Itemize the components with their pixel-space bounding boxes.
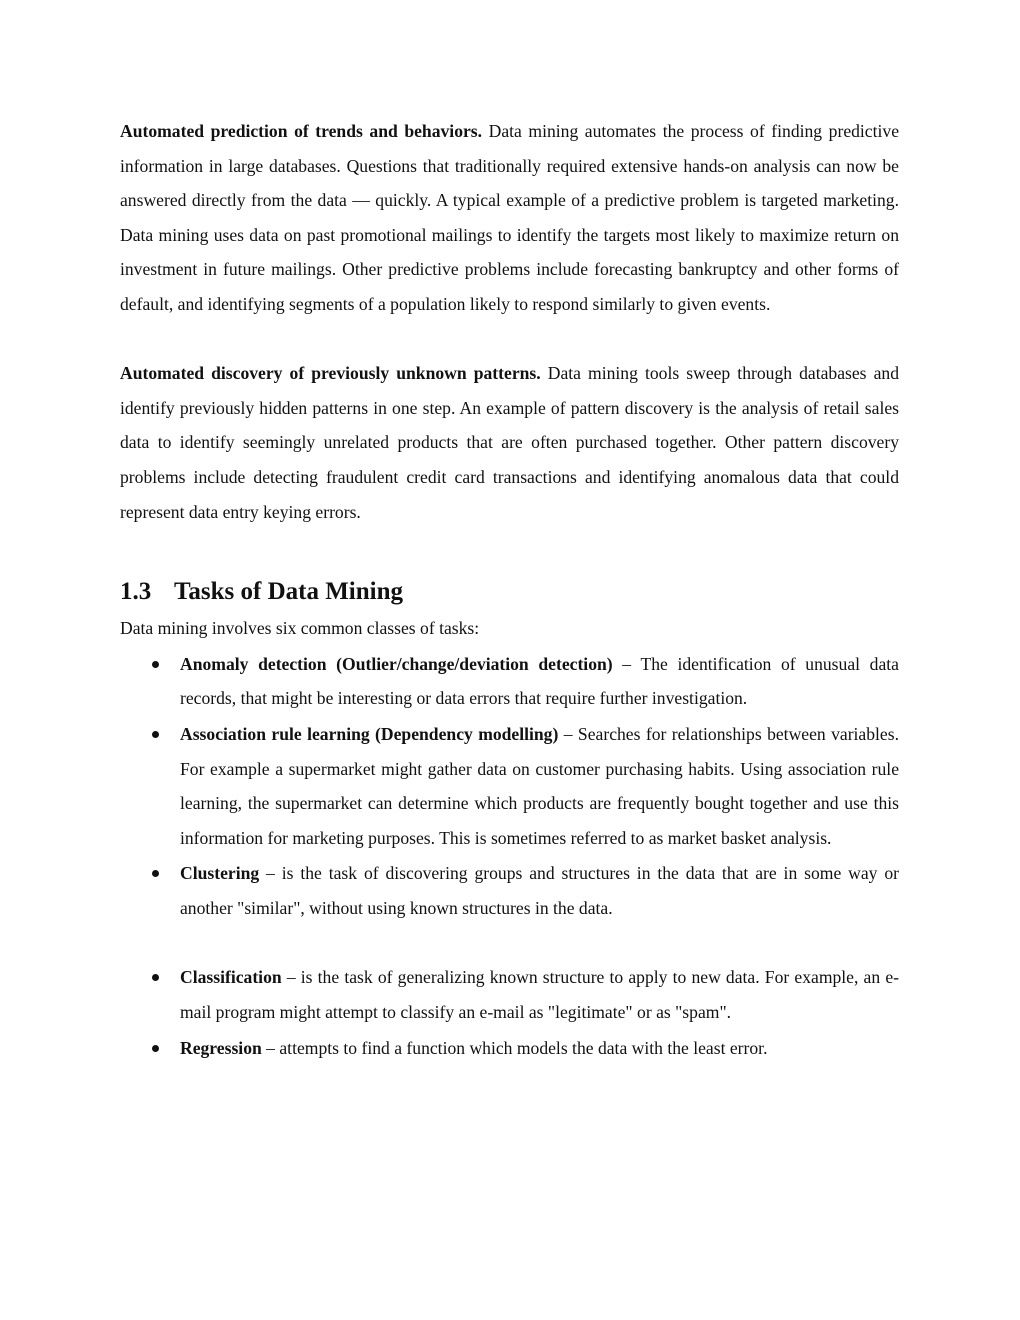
list-item (120, 960, 899, 1029)
task-term: Regression (180, 1037, 262, 1058)
paragraph-trends (120, 114, 899, 322)
task-term: Association rule learning (Dependency modelling) (180, 723, 559, 744)
document-page (120, 114, 899, 1065)
task-term: Clustering (180, 863, 260, 884)
task-description: – The identification of unusual data records, that might be interesting or data errors that require further investigation. (180, 653, 899, 709)
paragraph-body: Data mining tools sweep through databases and identify previously hidden patterns in one step. An example of pattern discovery is the analysis of retail sales data to identify seemingly unrelated products that are often purchased together. Other pattern discovery problems include detecting fraudulent credit card transactions and identifying anomalous data that could represent data entry keying errors. (120, 363, 899, 522)
bullet-icon (152, 661, 159, 668)
bullet-icon (152, 731, 159, 738)
task-description: – is the task of generalizing known structure to apply to new data. For example, an e-mail program might attempt to classify an e-mail as "legitimate" or as "spam". (180, 967, 899, 1023)
list-item (120, 717, 899, 855)
section-intro: Data mining involves six common classes of tasks: (120, 618, 480, 639)
task-term: Anomaly detection (Outlier/change/deviation detection) (180, 653, 613, 674)
bullet-icon (152, 974, 159, 981)
task-list (120, 647, 899, 1066)
paragraph-lead: Automated prediction of trends and behaviors. (120, 121, 483, 141)
list-item (120, 1031, 899, 1066)
paragraph-lead: Automated discovery of previously unknown patterns. (120, 363, 541, 384)
task-description: – attempts to find a function which models the data with the least error. (261, 1037, 768, 1058)
paragraph-patterns (120, 356, 899, 529)
paragraph-body: Data mining automates the process of finding predictive information in large databases. Questions that traditionally required extensive hands-on analysis can now be answered directly from the data — quickly. A typical example of a predictive problem is targeted marketing. Data mining uses data on past promotional mailings to identify the targets most likely to maximize return on investment in future mailings. Other predictive problems include forecasting bankruptcy and other forms of default, and identifying segments of a population likely to respond similarly to given events. (120, 121, 899, 314)
section-title: Tasks of Data Mining (174, 578, 403, 606)
task-description: – is the task of discovering groups and structures in the data that are in some way or another "similar", without using known structures in the data. (180, 863, 899, 918)
bullet-icon (152, 870, 159, 877)
bullet-icon (152, 1045, 159, 1052)
list-item (120, 647, 899, 716)
task-term: Classification (180, 967, 282, 988)
task-description: – Searches for relationships between variables. For example a supermarket might gather data on customer purchasing habits. Using association rule learning, the supermarket can determine which products are frequently bought together and use this information for marketing purposes. This is sometimes referred to as market basket analysis. (180, 723, 899, 848)
section-number: 1.3 (120, 578, 152, 606)
list-item (120, 856, 899, 925)
section-heading (120, 575, 899, 609)
